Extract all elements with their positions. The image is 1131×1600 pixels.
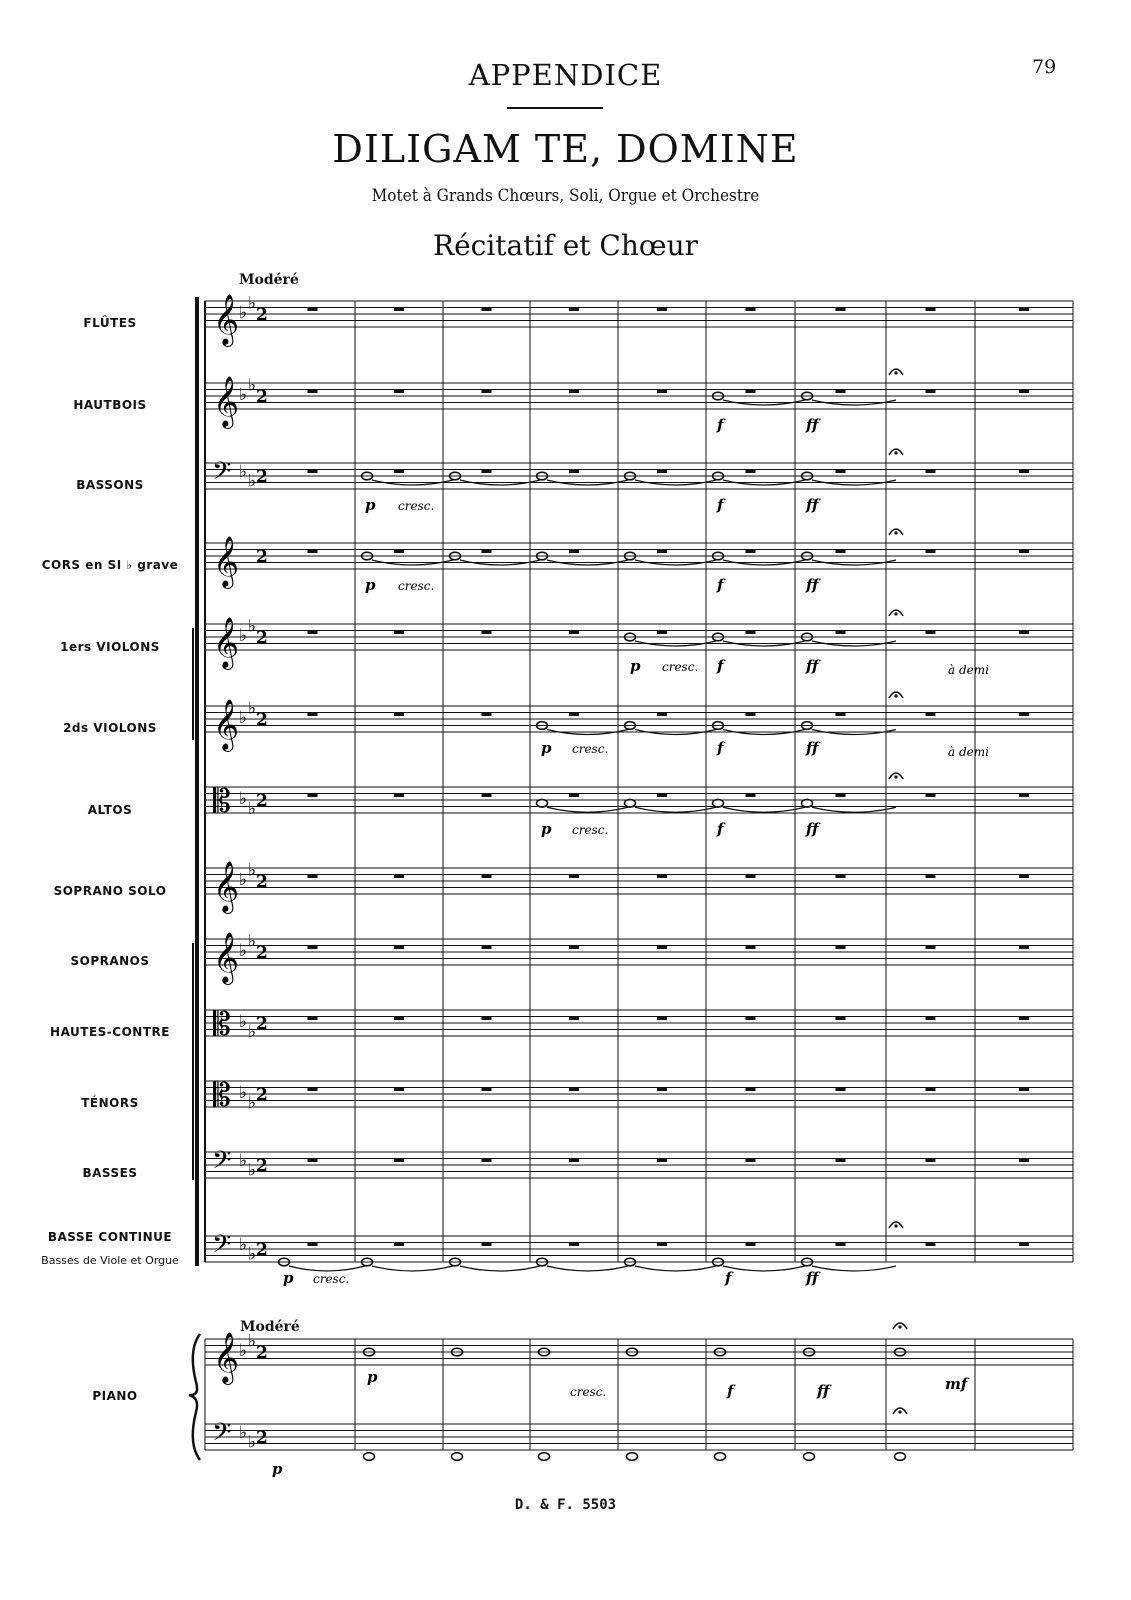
- label-tenors: TÉNORS: [81, 1096, 139, 1110]
- time-signature: 2: [256, 386, 268, 407]
- time-signature: 2: [256, 304, 268, 325]
- whole-rest: [926, 390, 936, 394]
- whole-rest: [746, 875, 756, 879]
- whole-rest: [482, 1088, 492, 1092]
- fermata-dot: [894, 775, 897, 778]
- whole-rest: [746, 308, 756, 312]
- label-soprano-solo: SOPRANO SOLO: [53, 884, 167, 898]
- treble-clef-icon: 𝄞: [213, 861, 240, 912]
- flat-icon: ♭: [239, 1341, 248, 1361]
- whole-rest: [1019, 550, 1029, 554]
- whole-rest: [657, 1243, 667, 1247]
- whole-rest: [394, 470, 404, 474]
- fermata-dot: [898, 1325, 901, 1328]
- dynamic-f: f: [717, 496, 724, 514]
- whole-rest: [308, 794, 318, 798]
- flat-icon: ♭: [248, 1092, 257, 1113]
- time-signature: 2: [256, 1013, 268, 1034]
- whole-rest: [308, 875, 318, 879]
- flat-icon: ♭: [239, 1150, 248, 1171]
- tie: [635, 1266, 716, 1271]
- whole-rest: [569, 470, 579, 474]
- whole-rest: [569, 550, 579, 554]
- label-oboes: HAUTBOIS: [73, 398, 147, 412]
- flat-icon: ♭: [239, 385, 248, 405]
- time-signature: 2: [256, 942, 268, 963]
- whole-rest: [926, 1159, 936, 1163]
- treble-clef-icon: 𝄞: [213, 932, 240, 983]
- whole-rest: [1019, 946, 1029, 950]
- whole-rest: [394, 1243, 404, 1247]
- label-horns: CORS en SI ♭ grave: [41, 558, 179, 572]
- whole-rest: [482, 713, 492, 717]
- tie: [635, 807, 716, 812]
- dynamic-f: f: [717, 657, 724, 675]
- flat-icon: ♭: [248, 931, 257, 952]
- dynamic-cresc: cresc.: [313, 1272, 350, 1286]
- whole-rest: [394, 631, 404, 635]
- treble-clef-icon: 𝄞: [213, 699, 240, 750]
- whole-rest: [482, 1243, 492, 1247]
- tempo-marking: Modéré: [239, 272, 299, 288]
- subtitle: Motet à Grands Chœurs, Soli, Orgue et Orchestre: [371, 186, 760, 206]
- whole-rest: [1019, 1243, 1029, 1247]
- dynamic-p: p: [283, 1269, 294, 1287]
- whole-rest: [926, 713, 936, 717]
- dynamic-f: f: [725, 1269, 732, 1287]
- fermata-dot: [894, 451, 897, 454]
- whole-rest: [482, 550, 492, 554]
- whole-rest: [394, 1159, 404, 1163]
- dynamic-p: p: [365, 576, 376, 594]
- piano-brace: [189, 1334, 200, 1460]
- alto-clef-icon: 𝄡: [213, 1076, 231, 1114]
- flat-icon: ♭: [248, 1244, 257, 1265]
- whole-rest: [836, 1088, 846, 1092]
- whole-rest: [926, 946, 936, 950]
- whole-rest: [569, 1088, 579, 1092]
- flat-icon: ♭: [248, 375, 257, 396]
- label-bassoons: BASSONS: [76, 478, 144, 492]
- dynamic-mf: mf: [945, 1375, 968, 1393]
- whole-rest: [836, 550, 846, 554]
- whole-rest: [308, 550, 318, 554]
- whole-rest: [926, 1243, 936, 1247]
- time-signature: 2: [256, 1084, 268, 1105]
- flat-icon: ♭: [248, 1331, 257, 1352]
- tie: [289, 1266, 365, 1271]
- whole-rest: [569, 1159, 579, 1163]
- label-violins-1: 1ers VIOLONS: [60, 640, 160, 654]
- whole-rest: [569, 390, 579, 394]
- treble-clef-icon: 𝄞: [213, 617, 240, 668]
- flat-icon: ♭: [239, 1422, 248, 1443]
- whole-rest: [657, 550, 667, 554]
- whole-rest: [482, 1017, 492, 1021]
- fermata-dot: [894, 612, 897, 615]
- time-signature: 2: [256, 1427, 268, 1448]
- whole-rest: [746, 470, 756, 474]
- whole-rest: [1019, 1088, 1029, 1092]
- whole-rest: [569, 875, 579, 879]
- whole-rest: [746, 946, 756, 950]
- dynamic-cresc: cresc.: [662, 660, 699, 674]
- whole-note: [452, 1453, 463, 1461]
- tie: [547, 1266, 628, 1271]
- whole-rest: [926, 875, 936, 879]
- flat-icon: ♭: [248, 698, 257, 719]
- bass-clef-icon: 𝄢: [212, 1146, 232, 1181]
- whole-note: [625, 799, 636, 807]
- whole-rest: [1019, 470, 1029, 474]
- whole-rest: [394, 713, 404, 717]
- whole-rest: [482, 946, 492, 950]
- flat-icon: ♭: [239, 708, 248, 728]
- whole-rest: [657, 470, 667, 474]
- tie: [723, 807, 805, 812]
- dynamic-cresc: cresc.: [398, 579, 435, 593]
- whole-rest: [836, 308, 846, 312]
- label-piano: PIANO: [92, 1389, 138, 1403]
- whole-rest: [1019, 794, 1029, 798]
- flat-icon: ♭: [248, 1432, 257, 1453]
- whole-note: [539, 1453, 550, 1461]
- treble-clef-icon: 𝄞: [213, 294, 240, 345]
- flat-icon: ♭: [248, 860, 257, 881]
- dynamic-p: p: [272, 1460, 283, 1478]
- whole-rest: [308, 470, 318, 474]
- whole-rest: [569, 1243, 579, 1247]
- whole-rest: [308, 713, 318, 717]
- flat-icon: ♭: [239, 461, 248, 482]
- whole-rest: [482, 875, 492, 879]
- whole-rest: [746, 713, 756, 717]
- whole-rest: [308, 1017, 318, 1021]
- dynamic-ff: ff: [806, 576, 819, 594]
- flat-icon: ♭: [239, 789, 248, 809]
- whole-rest: [746, 1088, 756, 1092]
- dynamic-p: p: [365, 496, 376, 514]
- flat-icon: ♭: [248, 616, 257, 637]
- time-signature: 2: [256, 1239, 268, 1260]
- dynamic-p: p: [541, 820, 552, 838]
- whole-rest: [657, 794, 667, 798]
- dynamic-f: f: [717, 416, 724, 434]
- dynamic-cresc: cresc.: [572, 742, 609, 756]
- whole-rest: [308, 946, 318, 950]
- tie: [460, 1266, 540, 1271]
- page-number: 79: [1032, 56, 1057, 78]
- whole-rest: [308, 1088, 318, 1092]
- whole-rest: [836, 631, 846, 635]
- fermata-dot: [898, 1410, 901, 1413]
- whole-rest: [482, 308, 492, 312]
- time-signature: 2: [256, 627, 268, 648]
- whole-rest: [657, 875, 667, 879]
- dynamic-f: f: [717, 739, 724, 757]
- fermata-dot: [894, 371, 897, 374]
- treble-clef-icon: 𝄞: [213, 376, 240, 427]
- whole-note: [364, 1453, 375, 1461]
- whole-rest: [569, 794, 579, 798]
- time-signature: 2: [256, 709, 268, 730]
- whole-rest: [836, 713, 846, 717]
- dynamic-p: p: [367, 1368, 378, 1386]
- flat-icon: ♭: [239, 941, 248, 961]
- whole-rest: [657, 1088, 667, 1092]
- time-signature: 2: [256, 466, 268, 487]
- whole-rest: [569, 1017, 579, 1021]
- whole-rest: [1019, 631, 1029, 635]
- whole-rest: [394, 308, 404, 312]
- whole-rest: [836, 1017, 846, 1021]
- label-basse-continue-sub: Basses de Viole et Orgue: [41, 1254, 179, 1267]
- label-flutes: FLÛTES: [83, 316, 137, 330]
- tie: [812, 1266, 896, 1271]
- whole-rest: [482, 631, 492, 635]
- whole-rest: [746, 550, 756, 554]
- alto-clef-icon: 𝄡: [213, 782, 231, 820]
- whole-note: [895, 1453, 906, 1461]
- whole-rest: [746, 1159, 756, 1163]
- whole-rest: [657, 1017, 667, 1021]
- whole-rest: [394, 1088, 404, 1092]
- whole-rest: [1019, 1159, 1029, 1163]
- dynamic-p: p: [541, 739, 552, 757]
- whole-rest: [569, 713, 579, 717]
- dynamic-ff: ff: [806, 1269, 819, 1287]
- whole-note: [537, 799, 548, 807]
- label-sopranos: SOPRANOS: [70, 954, 150, 968]
- flat-icon: ♭: [239, 1012, 248, 1032]
- whole-rest: [569, 631, 579, 635]
- flat-icon: ♭: [239, 1234, 248, 1255]
- whole-rest: [1019, 1017, 1029, 1021]
- fermata-dot: [894, 531, 897, 534]
- time-signature: 2: [256, 790, 268, 811]
- whole-rest: [1019, 308, 1029, 312]
- whole-rest: [308, 1243, 318, 1247]
- tie: [372, 1266, 453, 1271]
- whole-rest: [746, 631, 756, 635]
- tie: [547, 807, 628, 812]
- whole-note: [713, 799, 724, 807]
- treble-clef-icon: 𝄞: [213, 536, 240, 587]
- whole-rest: [836, 794, 846, 798]
- dynamic-ff: ff: [806, 657, 819, 675]
- whole-rest: [836, 946, 846, 950]
- whole-rest: [926, 631, 936, 635]
- time-signature: 2: [256, 1342, 268, 1363]
- alto-clef-icon: 𝄡: [213, 1005, 231, 1043]
- dynamic-cresc: cresc.: [398, 499, 435, 513]
- whole-rest: [746, 794, 756, 798]
- whole-rest: [746, 1243, 756, 1247]
- whole-rest: [482, 1159, 492, 1163]
- whole-rest: [836, 470, 846, 474]
- whole-rest: [657, 631, 667, 635]
- plate-number: D. & F. 5503: [514, 1497, 617, 1513]
- whole-rest: [1019, 875, 1029, 879]
- whole-note: [802, 799, 813, 807]
- time-signature: 2: [256, 1155, 268, 1176]
- time-signature: 2: [256, 871, 268, 892]
- flat-icon: ♭: [239, 626, 248, 646]
- dynamic-f: f: [717, 576, 724, 594]
- dynamic-ff: ff: [806, 496, 819, 514]
- tie: [812, 807, 896, 812]
- whole-rest: [394, 550, 404, 554]
- whole-rest: [308, 308, 318, 312]
- whole-rest: [746, 1017, 756, 1021]
- flat-icon: ♭: [248, 293, 257, 314]
- dynamic-cresc: cresc.: [572, 823, 609, 837]
- label-basses: BASSES: [82, 1166, 138, 1180]
- whole-rest: [836, 390, 846, 394]
- label-basse-continue: BASSE CONTINUE: [47, 1230, 173, 1244]
- whole-note: [804, 1453, 815, 1461]
- flat-icon: ♭: [239, 303, 248, 323]
- piano-tempo-marking: Modéré: [240, 1319, 300, 1335]
- time-signature: 2: [256, 546, 268, 567]
- whole-rest: [394, 946, 404, 950]
- whole-rest: [926, 308, 936, 312]
- whole-rest: [657, 713, 667, 717]
- dynamic-f: f: [727, 1382, 734, 1400]
- section-label: APPENDICE: [468, 58, 663, 92]
- whole-rest: [569, 308, 579, 312]
- treble-clef-icon: 𝄞: [213, 1332, 240, 1383]
- tie: [723, 1266, 805, 1271]
- flat-icon: ♭: [239, 870, 248, 890]
- dynamic-p: p: [630, 657, 641, 675]
- whole-rest: [926, 1088, 936, 1092]
- whole-rest: [569, 946, 579, 950]
- whole-rest: [482, 390, 492, 394]
- dynamic-a-demi: à demi: [948, 663, 989, 677]
- movement-title: Récitatif et Chœur: [433, 229, 698, 262]
- flat-icon: ♭: [248, 1160, 257, 1181]
- fermata-dot: [894, 1224, 897, 1227]
- dynamic-ff: ff: [806, 820, 819, 838]
- dynamic-a-demi: à demi: [948, 745, 989, 759]
- whole-rest: [482, 470, 492, 474]
- fermata-dot: [894, 694, 897, 697]
- flat-icon: ♭: [248, 798, 257, 819]
- whole-rest: [926, 550, 936, 554]
- whole-rest: [836, 1159, 846, 1163]
- whole-rest: [836, 1243, 846, 1247]
- whole-rest: [926, 1017, 936, 1021]
- dynamic-ff: ff: [806, 416, 819, 434]
- whole-rest: [657, 946, 667, 950]
- label-violins-2: 2ds VIOLONS: [63, 721, 157, 735]
- whole-rest: [394, 794, 404, 798]
- dynamic-ff: ff: [817, 1382, 830, 1400]
- main-title: DILIGAM TE, DOMINE: [332, 127, 799, 171]
- whole-rest: [1019, 390, 1029, 394]
- dynamic-cresc: cresc.: [570, 1385, 607, 1399]
- dynamic-f: f: [717, 820, 724, 838]
- whole-rest: [394, 875, 404, 879]
- whole-rest: [657, 308, 667, 312]
- bass-clef-icon: 𝄢: [212, 1230, 232, 1265]
- whole-note: [627, 1453, 638, 1461]
- whole-rest: [926, 470, 936, 474]
- whole-rest: [308, 1159, 318, 1163]
- whole-rest: [308, 631, 318, 635]
- flat-icon: ♭: [248, 1021, 257, 1042]
- bass-clef-icon: 𝄢: [212, 1418, 232, 1453]
- flat-icon: ♭: [248, 471, 257, 492]
- label-hautes-contre: HAUTES-CONTRE: [50, 1025, 170, 1039]
- flat-icon: ♭: [239, 1083, 248, 1103]
- whole-rest: [657, 1159, 667, 1163]
- dynamic-ff: ff: [806, 739, 819, 757]
- whole-rest: [308, 390, 318, 394]
- whole-rest: [926, 794, 936, 798]
- bass-clef-icon: 𝄢: [212, 457, 232, 492]
- whole-rest: [1019, 713, 1029, 717]
- whole-rest: [746, 390, 756, 394]
- whole-rest: [394, 1017, 404, 1021]
- whole-rest: [836, 875, 846, 879]
- whole-note: [715, 1453, 726, 1461]
- whole-rest: [482, 794, 492, 798]
- label-violas: ALTOS: [87, 803, 133, 817]
- whole-rest: [657, 390, 667, 394]
- whole-rest: [394, 390, 404, 394]
